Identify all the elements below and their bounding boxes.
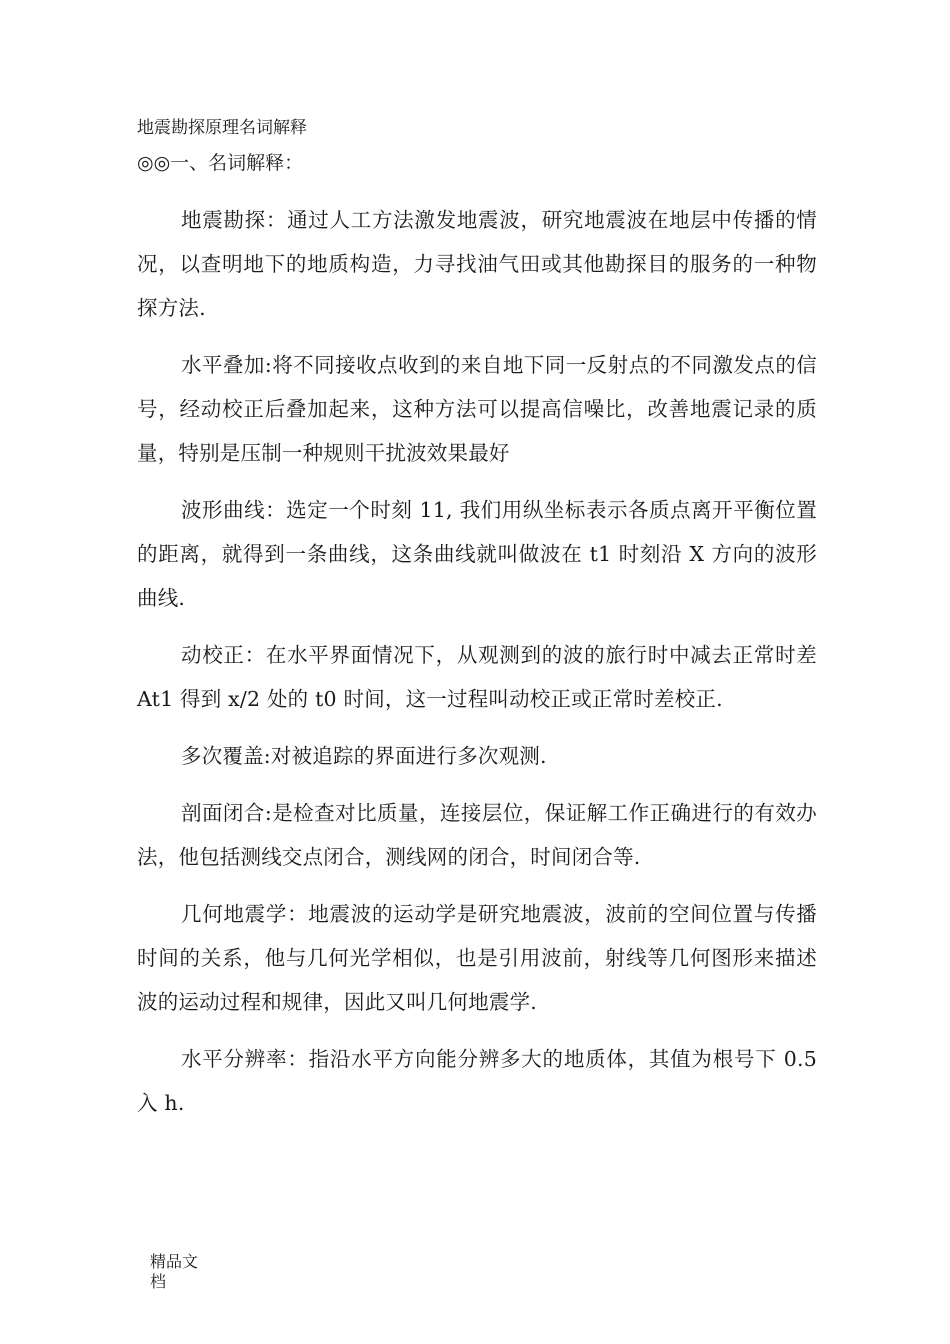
- definitions-list: [137, 198, 817, 1138]
- definition-geometric-seismology: 几何地震学：地震波的运动学是研究地震波，波前的空间位置与传播时间的关系，他与几何光学相似，也是引用波前，射线等几何图形来描述波的运动过程和规律，因此又叫几何地震学.: [137, 902, 817, 1014]
- footer-label: 精品文档: [150, 1252, 199, 1291]
- definition-waveform-curve: 波形曲线：选定一个时刻 11, 我们用纵坐标表示各质点离开平衡位置的距离，就得到一条曲线，这条曲线就叫做波在 t1 时刻沿 X 方向的波形曲线.: [137, 498, 817, 610]
- page-title: 地震勘探原理名词解释: [137, 118, 307, 138]
- definition-horizontal-resolution: 水平分辨率：指沿水平方向能分辨多大的地质体，其值为根号下 0.5 入 h.: [137, 1047, 817, 1115]
- section-heading: ◎◎一、名词解释：: [137, 152, 304, 174]
- definition-profile-closure: 剖面闭合:是检查对比质量，连接层位，保证解工作正确进行的有效办法，他包括测线交点闭合，测线网的闭合，时间闭合等.: [137, 801, 817, 869]
- definition-horizontal-stacking: 水平叠加:将不同接收点收到的来自地下同一反射点的不同激发点的信号，经动校正后叠加起来，这种方法可以提高信噪比，改善地震记录的质量，特别是压制一种规则干扰波效果最好: [137, 353, 817, 465]
- definition-normal-moveout-correction: 动校正：在水平界面情况下，从观测到的波的旅行时中减去正常时差 At1 得到 x/2 处的 t0 时间，这一过程叫动校正或正常时差校正.: [137, 643, 817, 711]
- definition-seismic-exploration: 地震勘探：通过人工方法激发地震波，研究地震波在地层中传播的情况，以查明地下的地质构造，力寻找油气田或其他勘探目的服务的一种物探方法.: [137, 208, 817, 320]
- definition-multiple-coverage: 多次覆盖:对被追踪的界面进行多次观测.: [181, 744, 547, 768]
